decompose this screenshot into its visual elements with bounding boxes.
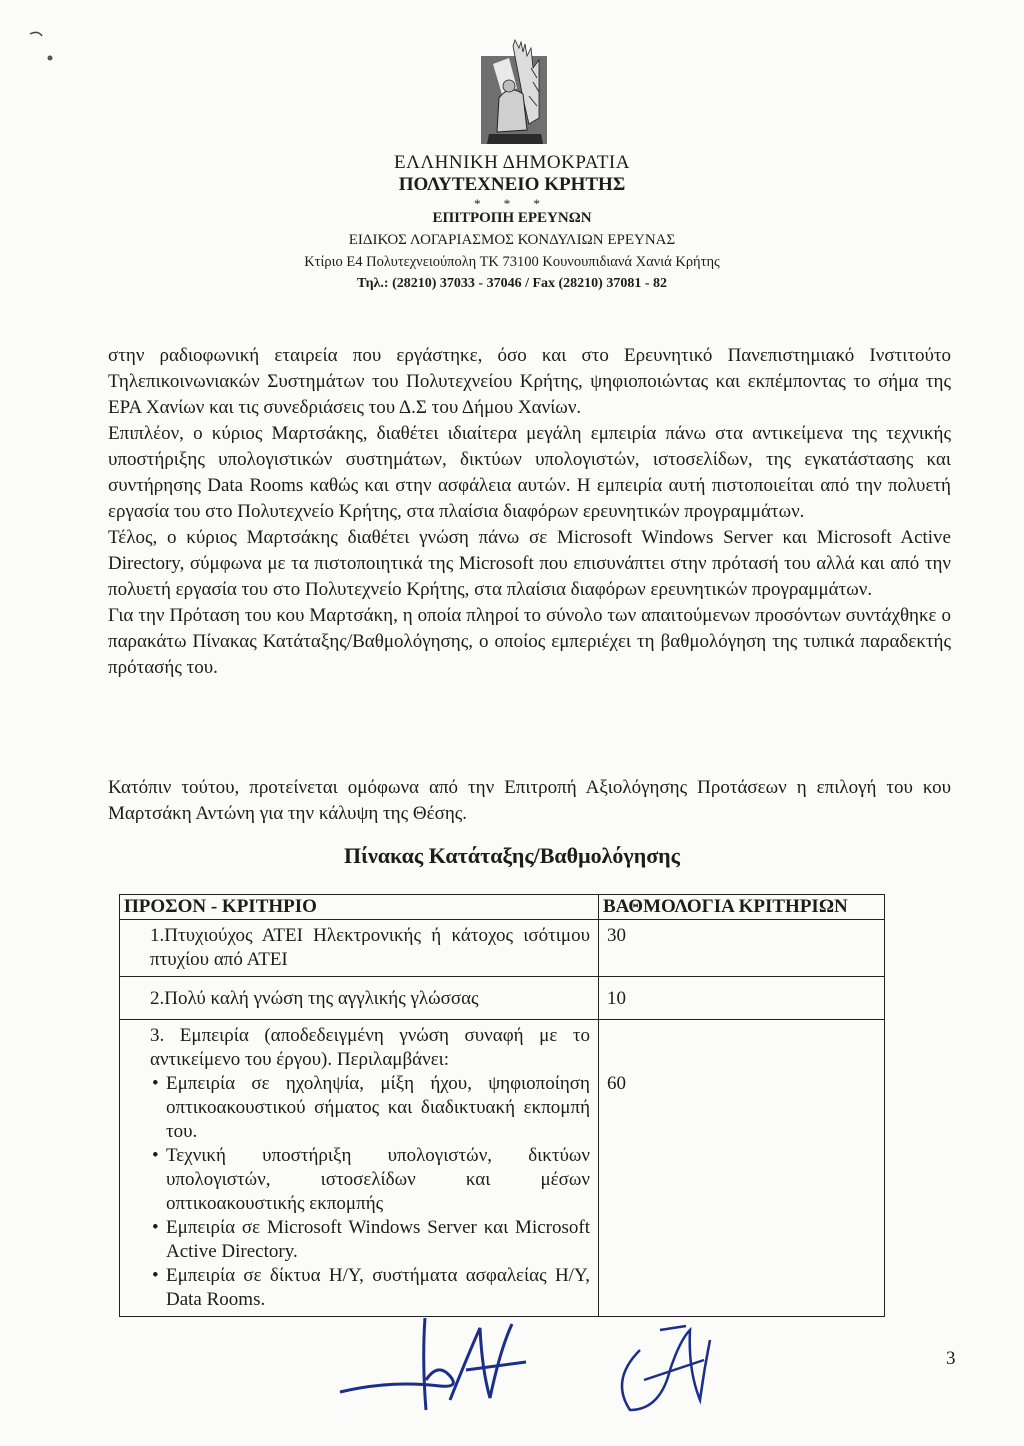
header-country: ΕΛΛΗΝΙΚΗ ΔΗΜΟΚΡΑΤΙΑ bbox=[394, 152, 630, 173]
page-number: 3 bbox=[946, 1348, 956, 1369]
signature-2-icon bbox=[600, 1310, 720, 1420]
paragraph-1: στην ραδιοφωνική εταιρεία που εργάστηκε, όσο και στο Ερευνητικό Πανεπιστημιακό Ινστιτούτο Τηλεπικοινωνιακών Συστημάτων του Πολυτεχνείου Κρήτης, ψηφιοποιώντας και εκπέμποντας το σήμα της ΕΡΑ Χανίων και τις συνεδριάσεις του Δ.Σ του Δήμου Χανίων. bbox=[108, 345, 951, 418]
table-row bbox=[120, 977, 885, 1020]
column-header-criterion: ΠΡΟΣΟΝ - ΚΡΙΤΗΡΙΟ bbox=[120, 895, 599, 920]
criterion-intro: 3. Εμπειρία (αποδεδειγμένη γνώση συναφή με το αντικείμενο του έργου). Περιλαμβάνει: bbox=[150, 1025, 590, 1070]
column-header-score: ΒΑΘΜΟΛΟΓΙΑ ΚΡΙΤΗΡΙΩΝ bbox=[599, 895, 885, 920]
header-university: ΠΟΛΥΤΕΧΝΕΙΟ ΚΡΗΤΗΣ bbox=[398, 174, 626, 195]
score-table bbox=[119, 894, 885, 1317]
table-title: Πίνακας Κατάταξης/Βαθμολόγησης bbox=[344, 843, 680, 868]
score-cell: 10 bbox=[599, 977, 885, 1020]
list-item: • Τεχνική υποστήριξη υπολογιστών, δικτύων υπολογιστών, ιστοσελίδων και μέσων οπτικοακουστικής εκπομπής bbox=[152, 1145, 590, 1214]
criterion-cell: 2.Πολύ καλή γνώση της αγγλικής γλώσσας bbox=[120, 977, 599, 1020]
paragraph-3: Τέλος, ο κύριος Μαρτσάκης διαθέτει γνώση πάνω σε Microsoft Windows Server και Microsoft Active Directory, σύμφωνα με τα πιστοποιητικά της Microsoft που επισυνάπτει στην πρότασή του αλλά και από την πολυετή εργασία του στο Πολυτεχνείο Κρήτης, στα πλαίσια διαφόρων ερευνητικών προγραμμάτων. bbox=[108, 527, 951, 600]
criterion-cell: 1.Πτυχιούχος ΑΤΕΙ Ηλεκτρονικής ή κάτοχος ισότιμου πτυχίου από ΑΤΕΙ bbox=[120, 920, 599, 977]
score-cell: 60 bbox=[599, 1020, 885, 1317]
header-committee: ΕΠΙΤΡΟΠΗ ΕΡΕΥΝΩΝ bbox=[432, 210, 592, 226]
paragraph-4: Για την Πρόταση του κου Μαρτσάκη, η οποία πληροί το σύνολο των απαιτούμενων προσόντων συντάχθηκε ο παρακάτω Πίνακας Κατάταξης/Βαθμολόγησης, ο οποίος εμπεριέχει τη βαθμολόγηση της τυπικά παραδεκτής πρότασής του. bbox=[108, 605, 951, 678]
table-row bbox=[120, 920, 885, 977]
table-row bbox=[120, 1020, 885, 1317]
signature-1-icon bbox=[330, 1310, 530, 1420]
header-address: Κτίριο Ε4 Πολυτεχνειούπολη ΤΚ 73100 Κουνουπιδιανά Χανιά Κρήτης bbox=[304, 254, 720, 270]
header-stars: * * * bbox=[474, 196, 550, 211]
list-item: • Εμπειρία σε ηχοληψία, μίξη ήχου, ψηφιοποίηση οπτικοακουστικού σήματος και διαδικτυακή εκπομπή του. bbox=[152, 1073, 590, 1142]
list-item: • Εμπειρία σε Microsoft Windows Server και Microsoft Active Directory. bbox=[152, 1217, 590, 1262]
criterion-bullet-list bbox=[150, 1072, 590, 1312]
header-phone: Τηλ.: (28210) 37033 - 37046 / Fax (28210) 37081 - 82 bbox=[356, 276, 668, 291]
bullet-icon: • bbox=[152, 1145, 159, 1166]
bullet-icon: • bbox=[152, 1265, 159, 1286]
university-emblem-icon bbox=[479, 38, 549, 148]
paragraph-2: Επιπλέον, ο κύριος Μαρτσάκης, διαθέτει ιδιαίτερα μεγάλη εμπειρία πάνω στα αντικείμενα της τεχνικής υποστήριξης υπολογιστικών συστημάτων, δικτύων υπολογιστών, ιστοσελίδων, της εγκατάστασης και συντήρησης Data Rooms καθώς και στην ασφάλεια αυτών. Η εμπειρία αυτή πιστοποιείται από την πολυετή εργασία του στο Πολυτεχνείο Κρήτης, στα πλαίσια διαφόρων ερευνητικών προγραμμάτων. bbox=[108, 423, 951, 522]
list-item: • Εμπειρία σε δίκτυα Η/Υ, συστήματα ασφαλείας Η/Υ, Data Rooms. bbox=[152, 1265, 590, 1310]
conclusion-text bbox=[108, 775, 951, 827]
header-account: ΕΙΔΙΚΟΣ ΛΟΓΑΡΙΑΣΜΟΣ ΚΟΝΔΥΛΙΩΝ ΕΡΕΥΝΑΣ bbox=[348, 232, 676, 248]
body-text bbox=[108, 343, 951, 681]
score-cell: 30 bbox=[599, 920, 885, 977]
bullet-icon: • bbox=[152, 1217, 159, 1238]
bullet-icon: • bbox=[152, 1073, 159, 1094]
criterion-cell bbox=[120, 1020, 599, 1317]
table-header-row bbox=[120, 895, 885, 920]
scan-speck-icon bbox=[28, 28, 58, 68]
paragraph-5: Κατόπιν τούτου, προτείνεται ομόφωνα από την Επιτροπή Αξιολόγησης Προτάσεων η επιλογή του κου Μαρτσάκη Αντώνη για την κάλυψη της Θέσης. bbox=[108, 777, 951, 824]
